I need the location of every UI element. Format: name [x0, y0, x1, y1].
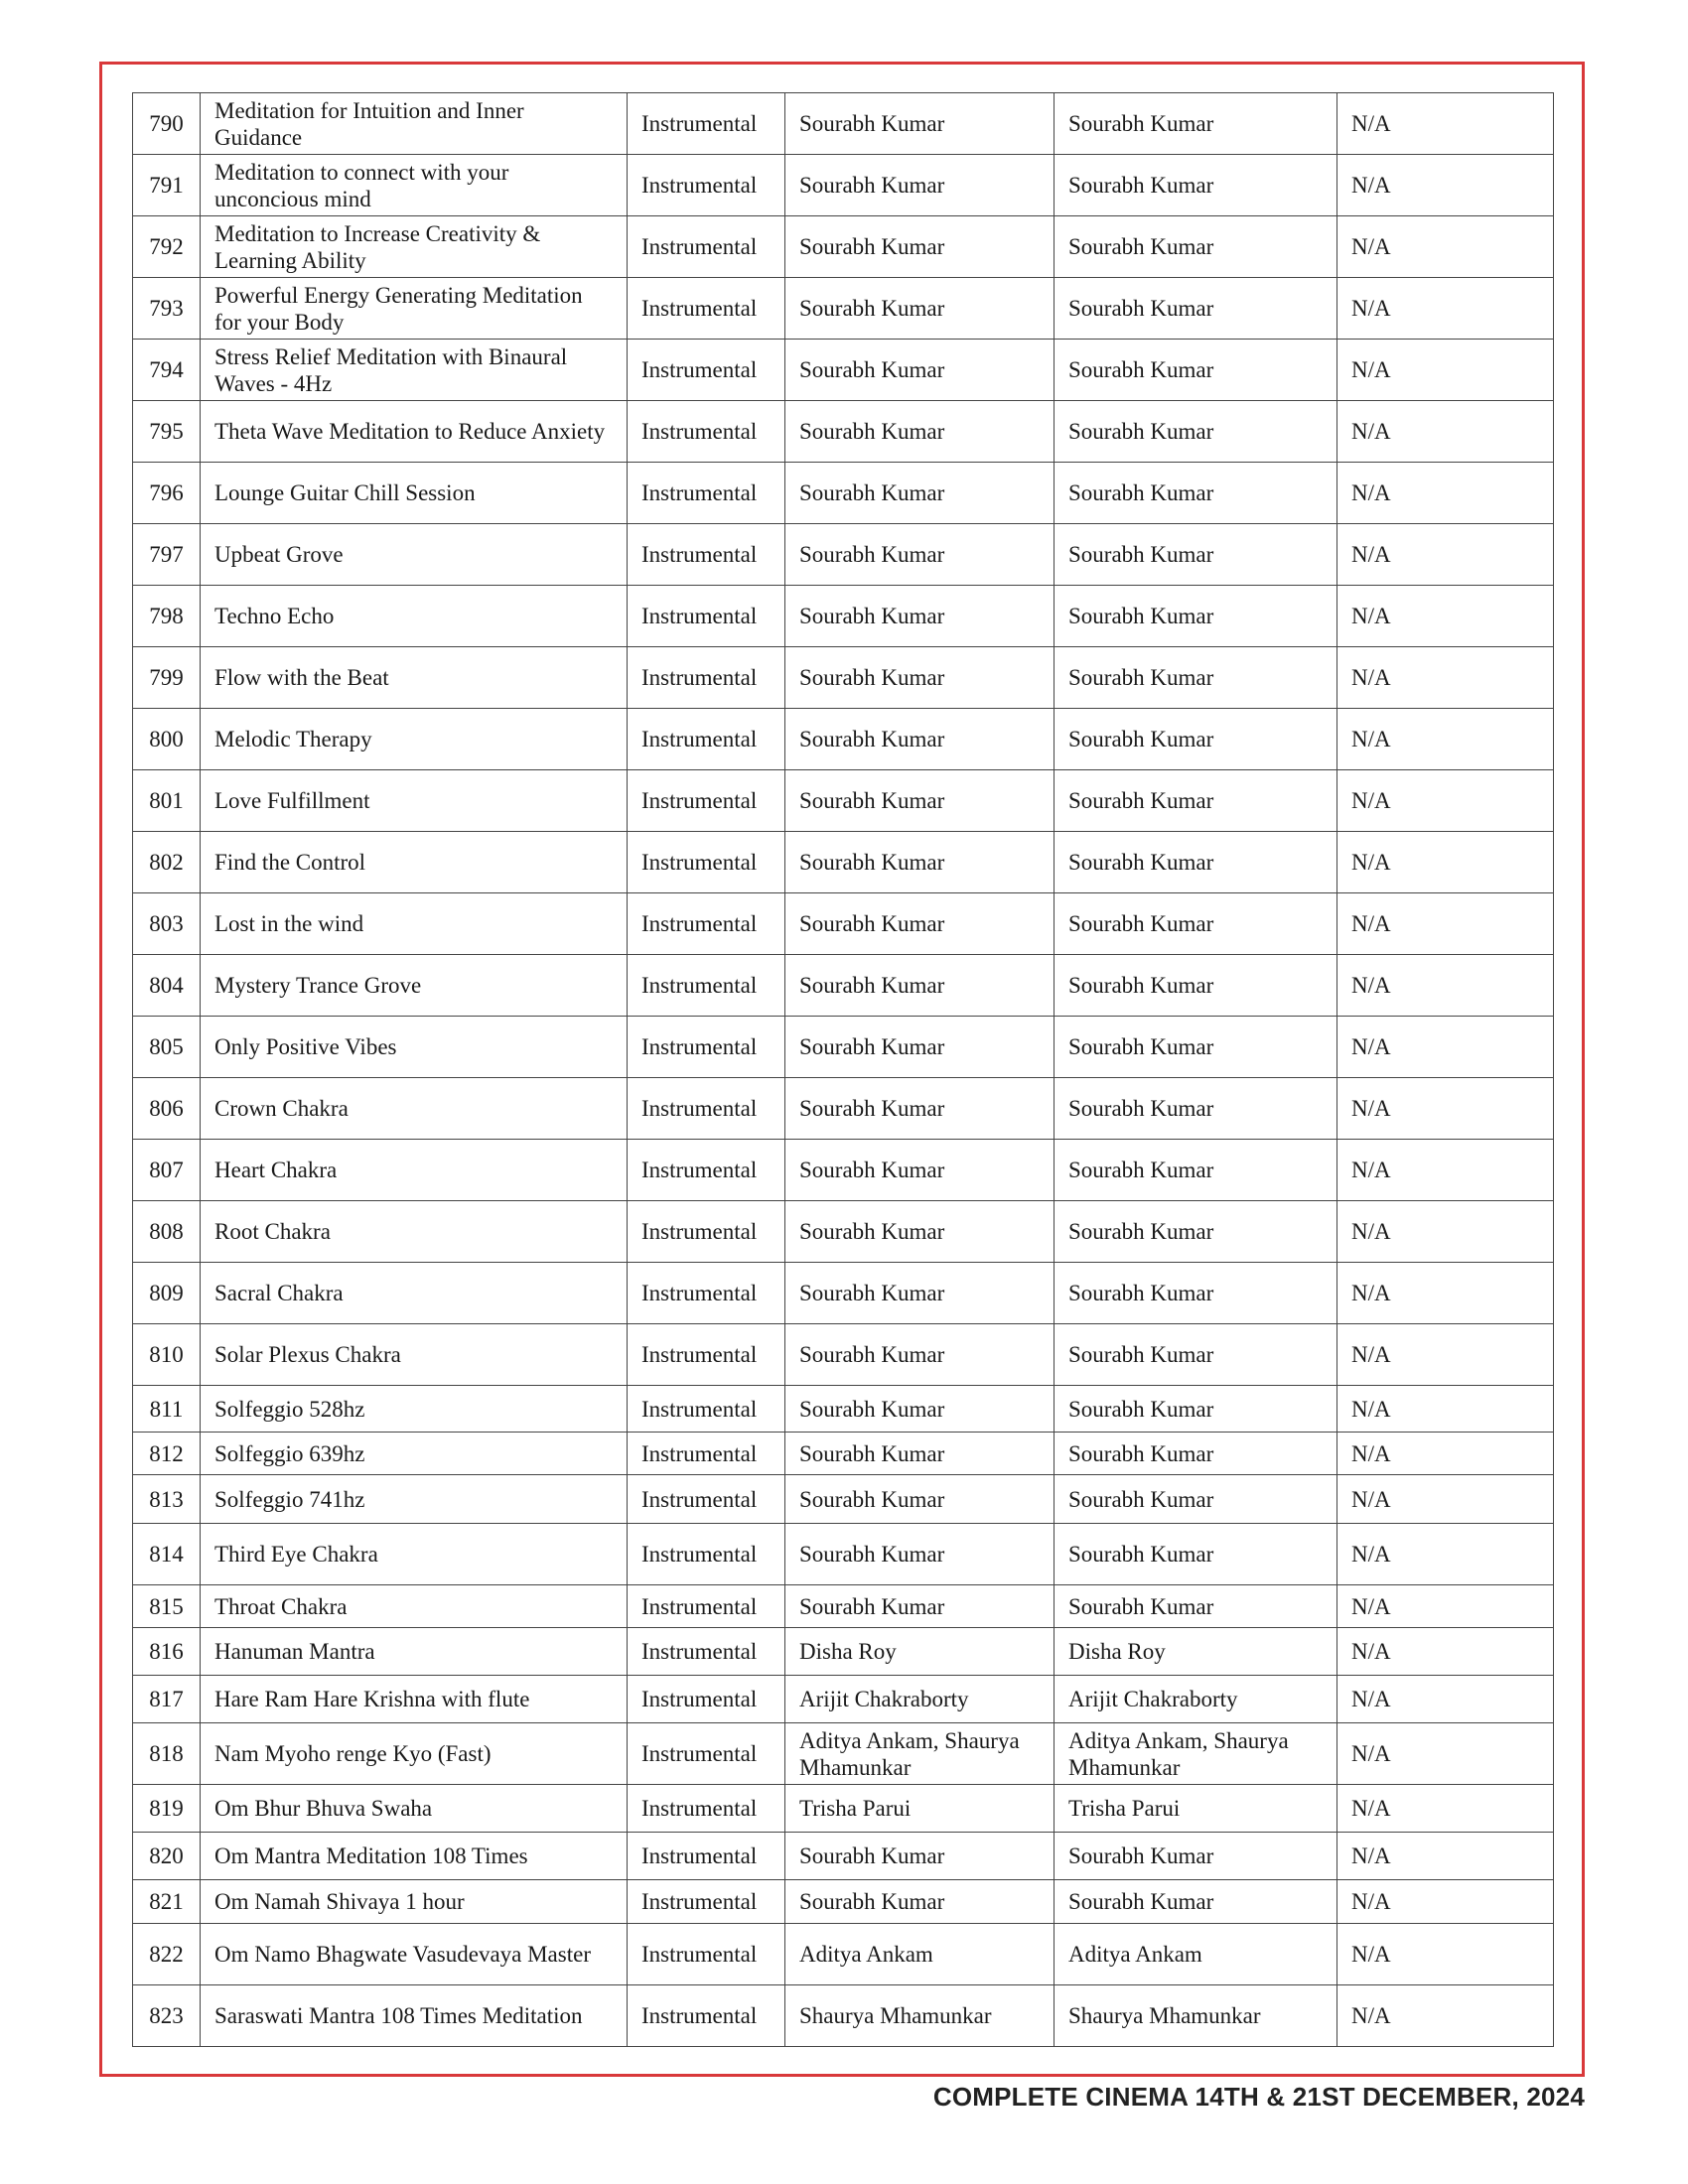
cell-lyricist: N/A [1337, 93, 1554, 155]
cell-number: 801 [133, 770, 201, 832]
cell-lyricist: N/A [1337, 1017, 1554, 1078]
cell-title: Root Chakra [201, 1201, 628, 1263]
cell-genre: Instrumental [628, 278, 785, 340]
cell-composer: Sourabh Kumar [785, 709, 1055, 770]
cell-title: Om Namah Shivaya 1 hour [201, 1880, 628, 1924]
cell-title: Solar Plexus Chakra [201, 1324, 628, 1386]
cell-artist: Sourabh Kumar [1055, 1017, 1337, 1078]
cell-number: 792 [133, 216, 201, 278]
table-row [133, 709, 1554, 770]
cell-composer: Trisha Parui [785, 1785, 1055, 1833]
cell-artist: Aditya Ankam, Shaurya Mhamunkar [1055, 1723, 1337, 1785]
cell-title: Om Bhur Bhuva Swaha [201, 1785, 628, 1833]
cell-composer: Sourabh Kumar [785, 278, 1055, 340]
cell-lyricist: N/A [1337, 1386, 1554, 1433]
cell-artist: Sourabh Kumar [1055, 1140, 1337, 1201]
table-row [133, 1524, 1554, 1585]
cell-genre: Instrumental [628, 1386, 785, 1433]
cell-artist: Sourabh Kumar [1055, 1201, 1337, 1263]
cell-genre: Instrumental [628, 463, 785, 524]
cell-lyricist: N/A [1337, 463, 1554, 524]
cell-composer: Sourabh Kumar [785, 1078, 1055, 1140]
cell-composer: Sourabh Kumar [785, 1017, 1055, 1078]
cell-title: Meditation for Intuition and Inner Guidance [201, 93, 628, 155]
cell-artist: Trisha Parui [1055, 1785, 1337, 1833]
cell-composer: Aditya Ankam, Shaurya Mhamunkar [785, 1723, 1055, 1785]
table-row [133, 1985, 1554, 2047]
cell-lyricist: N/A [1337, 1880, 1554, 1924]
cell-title: Saraswati Mantra 108 Times Meditation [201, 1985, 628, 2047]
cell-lyricist: N/A [1337, 709, 1554, 770]
cell-number: 806 [133, 1078, 201, 1140]
table-row [133, 1676, 1554, 1723]
cell-number: 802 [133, 832, 201, 893]
cell-artist: Sourabh Kumar [1055, 586, 1337, 647]
cell-number: 794 [133, 340, 201, 401]
cell-composer: Sourabh Kumar [785, 1880, 1055, 1924]
cell-number: 815 [133, 1585, 201, 1628]
cell-title: Meditation to connect with your unconcious mind [201, 155, 628, 216]
cell-number: 820 [133, 1833, 201, 1880]
cell-artist: Sourabh Kumar [1055, 1433, 1337, 1475]
cell-lyricist: N/A [1337, 1433, 1554, 1475]
table-row [133, 1386, 1554, 1433]
cell-title: Om Mantra Meditation 108 Times [201, 1833, 628, 1880]
table-row [133, 524, 1554, 586]
cell-number: 805 [133, 1017, 201, 1078]
cell-composer: Sourabh Kumar [785, 893, 1055, 955]
cell-number: 814 [133, 1524, 201, 1585]
cell-artist: Sourabh Kumar [1055, 1324, 1337, 1386]
cell-genre: Instrumental [628, 586, 785, 647]
table-row [133, 1880, 1554, 1924]
cell-title: Theta Wave Meditation to Reduce Anxiety [201, 401, 628, 463]
cell-number: 817 [133, 1676, 201, 1723]
table-row [133, 1017, 1554, 1078]
cell-lyricist: N/A [1337, 832, 1554, 893]
cell-title: Sacral Chakra [201, 1263, 628, 1324]
cell-artist: Sourabh Kumar [1055, 463, 1337, 524]
cell-title: Om Namo Bhagwate Vasudevaya Master [201, 1924, 628, 1985]
cell-genre: Instrumental [628, 955, 785, 1017]
cell-lyricist: N/A [1337, 955, 1554, 1017]
cell-title: Stress Relief Meditation with Binaural Waves - 4Hz [201, 340, 628, 401]
cell-title: Flow with the Beat [201, 647, 628, 709]
footer-publication-line: COMPLETE CINEMA 14TH & 21ST DECEMBER, 2024 [932, 2082, 1585, 2112]
cell-title: Lost in the wind [201, 893, 628, 955]
cell-title: Only Positive Vibes [201, 1017, 628, 1078]
cell-artist: Disha Roy [1055, 1628, 1337, 1676]
cell-genre: Instrumental [628, 1628, 785, 1676]
cell-composer: Sourabh Kumar [785, 1263, 1055, 1324]
cell-artist: Aditya Ankam [1055, 1924, 1337, 1985]
cell-lyricist: N/A [1337, 1324, 1554, 1386]
table-row [133, 1628, 1554, 1676]
cell-lyricist: N/A [1337, 647, 1554, 709]
cell-genre: Instrumental [628, 340, 785, 401]
cell-lyricist: N/A [1337, 1985, 1554, 2047]
cell-lyricist: N/A [1337, 1201, 1554, 1263]
cell-lyricist: N/A [1337, 524, 1554, 586]
cell-artist: Arijit Chakraborty [1055, 1676, 1337, 1723]
cell-title: Meditation to Increase Creativity & Learning Ability [201, 216, 628, 278]
cell-genre: Instrumental [628, 216, 785, 278]
cell-genre: Instrumental [628, 1324, 785, 1386]
cell-lyricist: N/A [1337, 1524, 1554, 1585]
cell-number: 818 [133, 1723, 201, 1785]
cell-title: Love Fulfillment [201, 770, 628, 832]
cell-number: 816 [133, 1628, 201, 1676]
cell-genre: Instrumental [628, 1785, 785, 1833]
cell-number: 799 [133, 647, 201, 709]
cell-number: 812 [133, 1433, 201, 1475]
track-table-body [133, 93, 1554, 2047]
cell-lyricist: N/A [1337, 1263, 1554, 1324]
cell-artist: Sourabh Kumar [1055, 709, 1337, 770]
cell-number: 790 [133, 93, 201, 155]
cell-number: 797 [133, 524, 201, 586]
cell-artist: Sourabh Kumar [1055, 1263, 1337, 1324]
cell-number: 810 [133, 1324, 201, 1386]
cell-genre: Instrumental [628, 893, 785, 955]
cell-lyricist: N/A [1337, 1585, 1554, 1628]
cell-composer: Sourabh Kumar [785, 1140, 1055, 1201]
cell-artist: Sourabh Kumar [1055, 216, 1337, 278]
table-row [133, 93, 1554, 155]
cell-lyricist: N/A [1337, 770, 1554, 832]
cell-artist: Sourabh Kumar [1055, 1475, 1337, 1524]
cell-lyricist: N/A [1337, 1785, 1554, 1833]
cell-composer: Sourabh Kumar [785, 832, 1055, 893]
cell-artist: Sourabh Kumar [1055, 955, 1337, 1017]
cell-title: Throat Chakra [201, 1585, 628, 1628]
table-row [133, 401, 1554, 463]
cell-genre: Instrumental [628, 1676, 785, 1723]
cell-title: Hare Ram Hare Krishna with flute [201, 1676, 628, 1723]
cell-title: Crown Chakra [201, 1078, 628, 1140]
cell-number: 793 [133, 278, 201, 340]
cell-lyricist: N/A [1337, 401, 1554, 463]
cell-genre: Instrumental [628, 1833, 785, 1880]
cell-number: 807 [133, 1140, 201, 1201]
cell-title: Nam Myoho renge Kyo (Fast) [201, 1723, 628, 1785]
cell-number: 823 [133, 1985, 201, 2047]
table-row [133, 832, 1554, 893]
cell-artist: Sourabh Kumar [1055, 770, 1337, 832]
cell-artist: Sourabh Kumar [1055, 524, 1337, 586]
cell-title: Third Eye Chakra [201, 1524, 628, 1585]
cell-composer: Shaurya Mhamunkar [785, 1985, 1055, 2047]
table-row [133, 216, 1554, 278]
cell-composer: Sourabh Kumar [785, 586, 1055, 647]
cell-artist: Sourabh Kumar [1055, 278, 1337, 340]
cell-composer: Sourabh Kumar [785, 955, 1055, 1017]
cell-composer: Sourabh Kumar [785, 1324, 1055, 1386]
cell-composer: Arijit Chakraborty [785, 1676, 1055, 1723]
cell-lyricist: N/A [1337, 1078, 1554, 1140]
cell-composer: Sourabh Kumar [785, 340, 1055, 401]
cell-genre: Instrumental [628, 1924, 785, 1985]
cell-number: 819 [133, 1785, 201, 1833]
cell-title: Mystery Trance Grove [201, 955, 628, 1017]
cell-number: 811 [133, 1386, 201, 1433]
cell-title: Lounge Guitar Chill Session [201, 463, 628, 524]
cell-title: Techno Echo [201, 586, 628, 647]
table-row [133, 893, 1554, 955]
cell-genre: Instrumental [628, 1524, 785, 1585]
cell-genre: Instrumental [628, 1475, 785, 1524]
table-row [133, 770, 1554, 832]
cell-title: Upbeat Grove [201, 524, 628, 586]
cell-genre: Instrumental [628, 709, 785, 770]
cell-lyricist: N/A [1337, 586, 1554, 647]
cell-number: 808 [133, 1201, 201, 1263]
cell-lyricist: N/A [1337, 1676, 1554, 1723]
table-row [133, 340, 1554, 401]
cell-composer: Sourabh Kumar [785, 216, 1055, 278]
cell-composer: Sourabh Kumar [785, 463, 1055, 524]
table-row [133, 1201, 1554, 1263]
cell-lyricist: N/A [1337, 893, 1554, 955]
table-row [133, 1078, 1554, 1140]
cell-genre: Instrumental [628, 1880, 785, 1924]
table-row [133, 1324, 1554, 1386]
cell-genre: Instrumental [628, 770, 785, 832]
cell-artist: Sourabh Kumar [1055, 155, 1337, 216]
table-row [133, 1433, 1554, 1475]
cell-genre: Instrumental [628, 647, 785, 709]
table-row [133, 1585, 1554, 1628]
cell-artist: Sourabh Kumar [1055, 340, 1337, 401]
cell-number: 809 [133, 1263, 201, 1324]
cell-composer: Sourabh Kumar [785, 401, 1055, 463]
cell-title: Solfeggio 639hz [201, 1433, 628, 1475]
cell-lyricist: N/A [1337, 1723, 1554, 1785]
cell-composer: Sourabh Kumar [785, 1201, 1055, 1263]
cell-number: 804 [133, 955, 201, 1017]
cell-composer: Sourabh Kumar [785, 1833, 1055, 1880]
cell-genre: Instrumental [628, 1201, 785, 1263]
cell-composer: Sourabh Kumar [785, 770, 1055, 832]
cell-genre: Instrumental [628, 1985, 785, 2047]
cell-number: 813 [133, 1475, 201, 1524]
cell-title: Powerful Energy Generating Meditation for your Body [201, 278, 628, 340]
cell-genre: Instrumental [628, 1017, 785, 1078]
cell-composer: Sourabh Kumar [785, 647, 1055, 709]
table-row [133, 278, 1554, 340]
cell-number: 798 [133, 586, 201, 647]
cell-artist: Shaurya Mhamunkar [1055, 1985, 1337, 2047]
cell-composer: Sourabh Kumar [785, 93, 1055, 155]
cell-composer: Sourabh Kumar [785, 1433, 1055, 1475]
table-row [133, 463, 1554, 524]
cell-lyricist: N/A [1337, 1475, 1554, 1524]
cell-lyricist: N/A [1337, 155, 1554, 216]
cell-artist: Sourabh Kumar [1055, 401, 1337, 463]
cell-genre: Instrumental [628, 1263, 785, 1324]
cell-composer: Sourabh Kumar [785, 1386, 1055, 1433]
table-row [133, 647, 1554, 709]
cell-lyricist: N/A [1337, 1628, 1554, 1676]
cell-artist: Sourabh Kumar [1055, 1524, 1337, 1585]
cell-genre: Instrumental [628, 1140, 785, 1201]
cell-artist: Sourabh Kumar [1055, 1585, 1337, 1628]
cell-composer: Sourabh Kumar [785, 155, 1055, 216]
track-listing-table [132, 92, 1554, 2047]
cell-composer: Disha Roy [785, 1628, 1055, 1676]
cell-lyricist: N/A [1337, 216, 1554, 278]
cell-genre: Instrumental [628, 1585, 785, 1628]
cell-composer: Aditya Ankam [785, 1924, 1055, 1985]
cell-artist: Sourabh Kumar [1055, 93, 1337, 155]
cell-composer: Sourabh Kumar [785, 1475, 1055, 1524]
table-row [133, 1140, 1554, 1201]
cell-number: 821 [133, 1880, 201, 1924]
cell-number: 822 [133, 1924, 201, 1985]
cell-title: Heart Chakra [201, 1140, 628, 1201]
cell-genre: Instrumental [628, 93, 785, 155]
cell-artist: Sourabh Kumar [1055, 893, 1337, 955]
cell-genre: Instrumental [628, 1078, 785, 1140]
cell-lyricist: N/A [1337, 278, 1554, 340]
cell-genre: Instrumental [628, 401, 785, 463]
table-row [133, 1723, 1554, 1785]
cell-lyricist: N/A [1337, 1140, 1554, 1201]
cell-genre: Instrumental [628, 832, 785, 893]
cell-genre: Instrumental [628, 155, 785, 216]
cell-artist: Sourabh Kumar [1055, 1880, 1337, 1924]
table-row [133, 1924, 1554, 1985]
cell-lyricist: N/A [1337, 340, 1554, 401]
cell-artist: Sourabh Kumar [1055, 1078, 1337, 1140]
cell-number: 791 [133, 155, 201, 216]
cell-genre: Instrumental [628, 524, 785, 586]
table-row [133, 155, 1554, 216]
cell-title: Solfeggio 528hz [201, 1386, 628, 1433]
table-row [133, 1785, 1554, 1833]
cell-title: Melodic Therapy [201, 709, 628, 770]
cell-number: 800 [133, 709, 201, 770]
cell-number: 803 [133, 893, 201, 955]
cell-artist: Sourabh Kumar [1055, 1833, 1337, 1880]
cell-artist: Sourabh Kumar [1055, 647, 1337, 709]
cell-title: Find the Control [201, 832, 628, 893]
table-row [133, 955, 1554, 1017]
cell-lyricist: N/A [1337, 1924, 1554, 1985]
cell-number: 795 [133, 401, 201, 463]
cell-title: Solfeggio 741hz [201, 1475, 628, 1524]
cell-genre: Instrumental [628, 1723, 785, 1785]
cell-genre: Instrumental [628, 1433, 785, 1475]
cell-composer: Sourabh Kumar [785, 1585, 1055, 1628]
cell-artist: Sourabh Kumar [1055, 832, 1337, 893]
cell-composer: Sourabh Kumar [785, 524, 1055, 586]
table-row [133, 586, 1554, 647]
cell-title: Hanuman Mantra [201, 1628, 628, 1676]
cell-lyricist: N/A [1337, 1833, 1554, 1880]
table-row [133, 1833, 1554, 1880]
cell-artist: Sourabh Kumar [1055, 1386, 1337, 1433]
table-row [133, 1475, 1554, 1524]
table-row [133, 1263, 1554, 1324]
cell-composer: Sourabh Kumar [785, 1524, 1055, 1585]
cell-number: 796 [133, 463, 201, 524]
